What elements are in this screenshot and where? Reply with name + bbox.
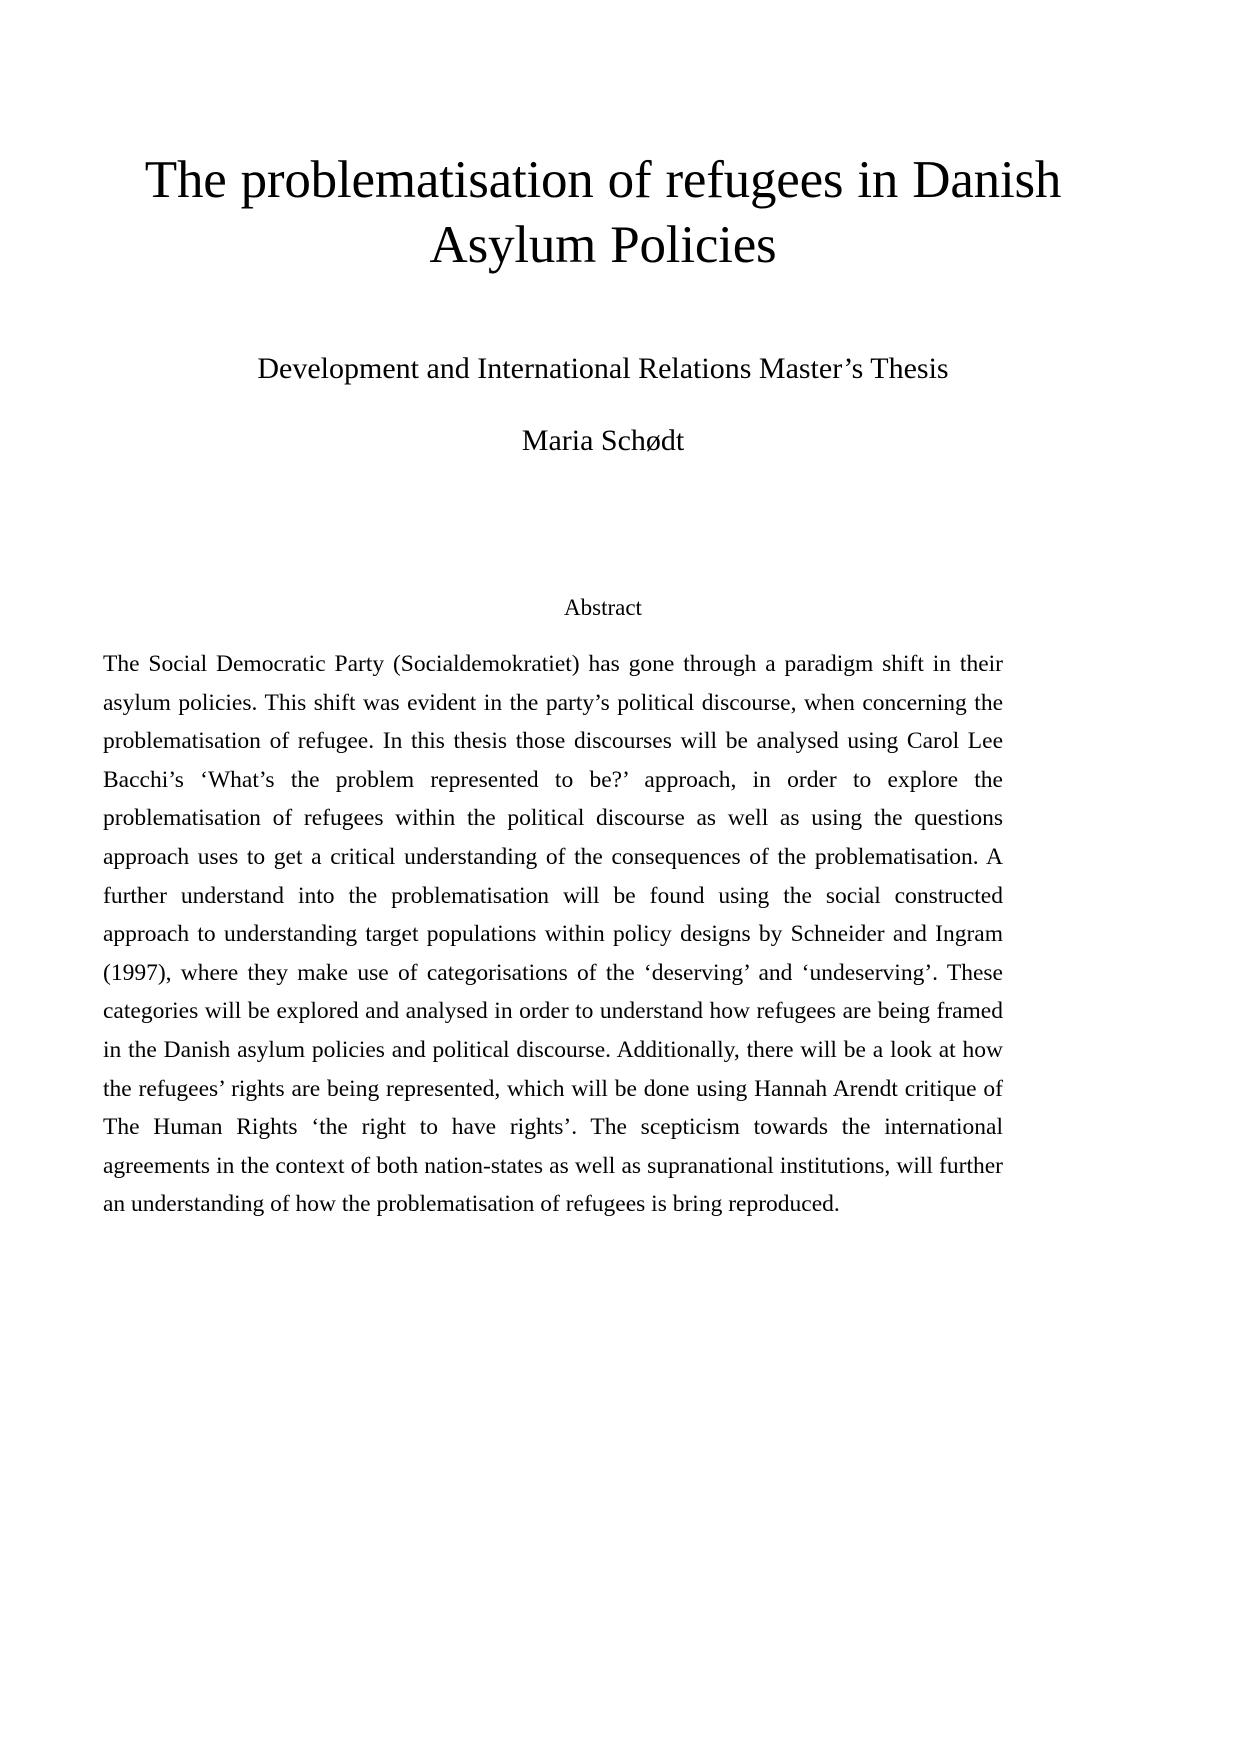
document-subtitle: Development and International Relations Master’s Thesis — [257, 352, 949, 385]
page-title: The problematisation of refugees in Danish Asylum Policies — [144, 151, 1062, 274]
abstract-heading-block — [103, 593, 1103, 623]
abstract-paragraph: The Social Democratic Party (Socialdemokratiet) has gone through a paradigm shift in their asylum policies. This shift was evident in the party’s political discourse, when concerning the problematisation of refugee. In this thesis those discourses will be analysed using Carol Lee Bacchi’s ‘What’s the problem represented to be?’ approach, in order to explore the problematisation of refugees within the political discourse as well as using the questions approach uses to get a critical understanding of the consequences of the problematisation. A further understand into the problematisation will be found using the social constructed approach to understanding target populations within policy designs by Schneider and Ingram (1997), where they make use of categorisations of the ‘deserving’ and ‘undeserving’. These categories will be explored and analysed in order to understand how refugees are being framed in the Danish asylum policies and political discourse. Additionally, there will be a look at how the refugees’ rights are being represented, which will be done using Hannah Arendt critique of The Human Rights ‘the right to have rights’. The scepticism towards the international agreements in the context of both nation-states as well as supranational institutions, will further an understanding of how the problematisation of refugees is bring reproduced. — [103, 651, 1003, 1218]
abstract-heading: Abstract — [564, 595, 642, 620]
author-block — [103, 420, 1103, 462]
author-name: Maria Schødt — [521, 424, 685, 457]
title-block — [103, 148, 1103, 277]
abstract-body-block — [103, 645, 1003, 1224]
subtitle-block — [103, 348, 1103, 390]
